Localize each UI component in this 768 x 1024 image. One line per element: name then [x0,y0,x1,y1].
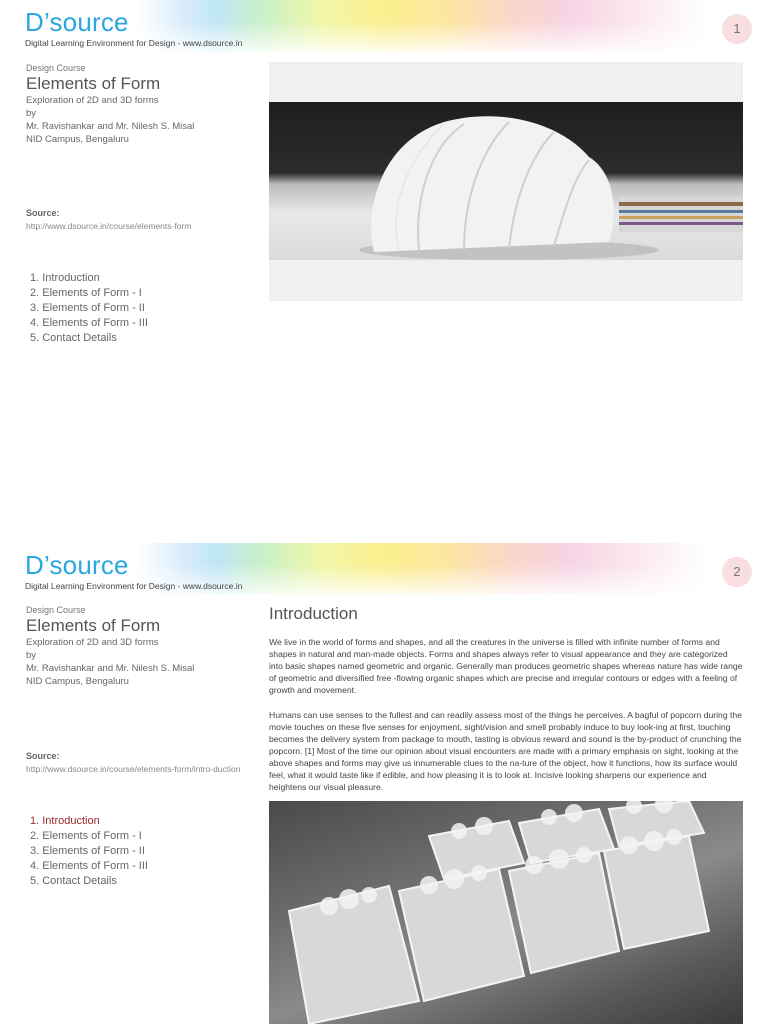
course-authors: Mr. Ravishankar and Mr. Nilesh S. Misal [26,663,195,674]
section-title: Introduction [269,604,358,623]
toc-item-contact-details[interactable]: 5. Contact Details [30,332,117,344]
dsource-logo[interactable]: D’source [25,7,129,37]
course-by: by [26,650,37,661]
course-label: Design Course [26,63,86,73]
intro-paragraph-1: We live in the world of forms and shapes, and all the creatures in the universe is filled with infinite number of forms and shapes in natural and man-made objects. Forms and shapes always refer to visual appearance and they are categorized into basic shapes named geometric and organic. Generally man produces geometric shapes whereas nature has wide range of geometric and diversified free -flowing organic shapes which are precise and irregular contours or edges with a feeling of growth and movement. [269,637,743,695]
table-of-contents [30,271,148,346]
table-of-contents [30,814,148,889]
course-meta [26,63,256,146]
toc-item-elements-of-form-2[interactable]: 3. Elements of Form - II [30,302,145,314]
source-label: Source: [26,208,60,218]
source-link[interactable]: http://www.dsource.in/course/elements-form [26,221,192,231]
header-tagline: Digital Learning Environment for Design - www.dsource.in [25,581,243,591]
source-block [26,751,251,775]
toc-item-introduction[interactable]: 1. Introduction [30,815,100,827]
course-authors: Mr. Ravishankar and Mr. Nilesh S. Misal [26,121,195,132]
foam-sculpture-photo [269,102,743,260]
page-2 [0,543,768,1024]
course-by: by [26,108,37,119]
course-campus: NID Campus, Bengaluru [26,676,129,687]
toc-item-elements-of-form-3[interactable]: 4. Elements of Form - III [30,860,148,872]
course-title: Elements of Form [26,74,161,93]
header-banner [0,543,768,595]
course-title: Elements of Form [26,616,161,635]
toc-item-elements-of-form-2[interactable]: 3. Elements of Form - II [30,845,145,857]
toc-item-contact-details[interactable]: 5. Contact Details [30,875,117,887]
course-meta [26,605,256,688]
image-frame [269,62,743,301]
toc-item-elements-of-form-1[interactable]: 2. Elements of Form - I [30,830,142,842]
source-block [26,208,251,232]
source-label: Source: [26,751,60,761]
popcorn-boxes-photo [269,801,743,1024]
intro-paragraph-2: Humans can use senses to the fullest and can readily assess most of the things he perceives. A bagful of popcorn during the movie touches on these five senses for enjoyment, sight/vision and smell probably induce to buy look-ing at first, touching becomes the delivery system from package to mouth, tasting is obvious reward and sound is the by-product of crunching the popcorn. [1] Most of the time our opinion about visual encounters are made with a primary emphasis on sight, looking at the above shapes and forms may give us innumerable clues to the na-ture of the object, how it functions, how its surface would feel, what it would taste like if edible, and how pleasing it is to look at. Incisive looking sharpens our experience and heightens our visual pleasure. [269,710,742,792]
header-tagline: Digital Learning Environment for Design - www.dsource.in [25,38,243,48]
page-number-badge: 2 [722,557,752,587]
dsource-logo[interactable]: D’source [25,550,129,580]
course-campus: NID Campus, Bengaluru [26,134,129,145]
course-subtitle: Exploration of 2D and 3D forms [26,95,159,106]
page-number-badge: 1 [722,14,752,44]
course-label: Design Course [26,605,86,615]
toc-item-introduction[interactable]: 1. Introduction [30,272,100,284]
header-banner [0,0,768,52]
toc-item-elements-of-form-3[interactable]: 4. Elements of Form - III [30,317,148,329]
toc-item-elements-of-form-1[interactable]: 2. Elements of Form - I [30,287,142,299]
source-link[interactable]: http://www.dsource.in/course/elements-form/intro-duction [26,764,241,774]
course-subtitle: Exploration of 2D and 3D forms [26,637,159,648]
